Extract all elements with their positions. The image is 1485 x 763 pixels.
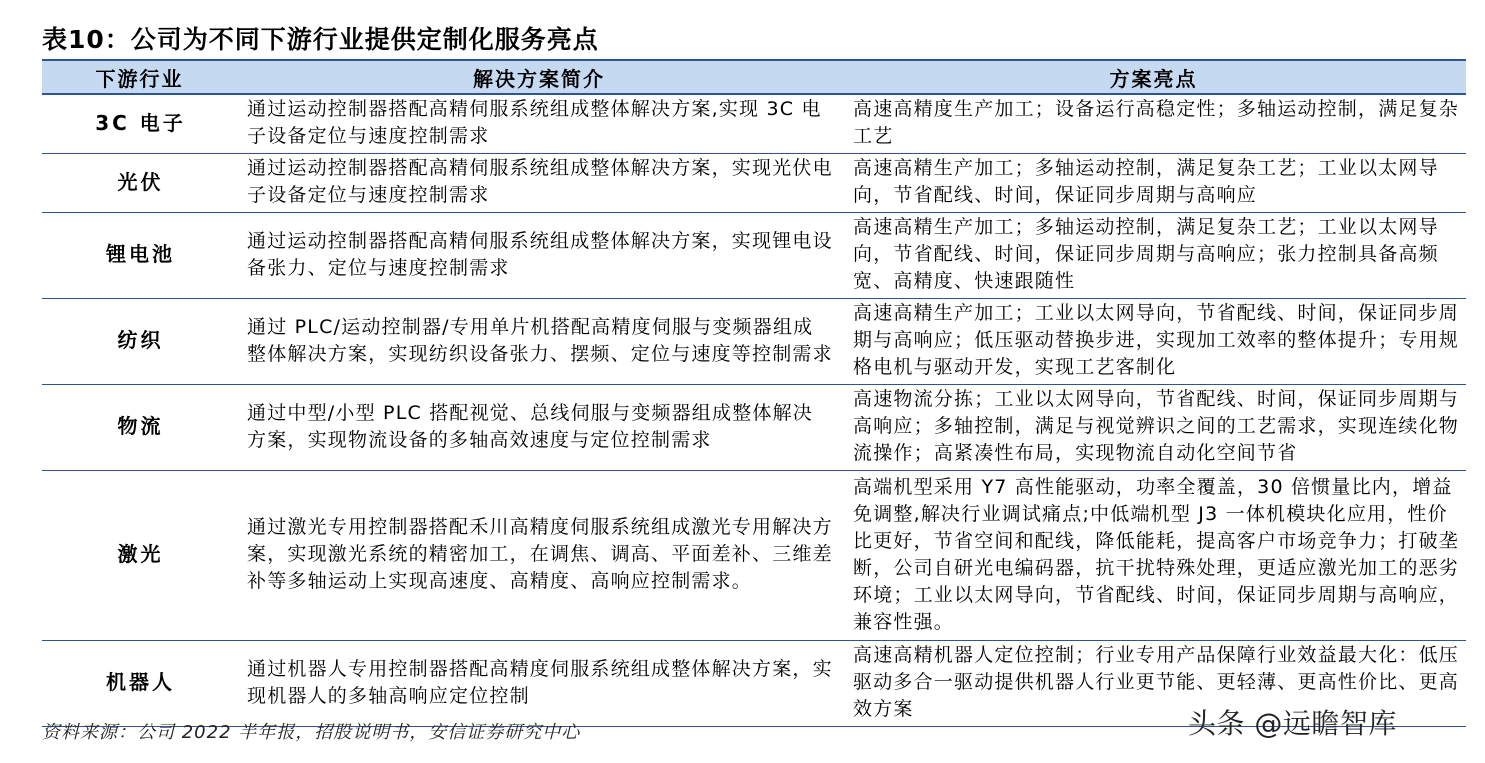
cell-highlights: 高速高精机器人定位控制；行业专用产品保障行业效益最大化：低压驱动多合一驱动提供机器人行业更节能、更轻薄、更高性价比、更高效方案 — [841, 641, 1466, 727]
cell-highlights: 高速物流分拣；工业以太网导向，节省配线、时间，保证同步周期与高响应；多轴控制，满足与视觉辨识之间的工艺需求，实现连续化物流操作；高紧凑性布局，实现物流自动化空间节省 — [841, 385, 1466, 471]
table-title: 表10：公司为不同下游行业提供定制化服务亮点 — [42, 25, 599, 54]
cell-industry: 光伏 — [42, 154, 237, 213]
table-row — [42, 299, 1466, 385]
header-solution: 解决方案简介 — [237, 60, 841, 94]
cell-highlights: 高速高精生产加工；多轴运动控制，满足复杂工艺；工业以太网导向，节省配线、时间，保证同步周期与高响应；张力控制具备高频宽、高精度、快速跟随性 — [841, 213, 1466, 299]
service-highlights-table — [42, 59, 1466, 727]
table-row — [42, 471, 1466, 641]
cell-solution: 通过 PLC/运动控制器/专用单片机搭配高精度伺服与变频器组成整体解决方案，实现纺织设备张力、摆频、定位与速度等控制需求 — [237, 299, 841, 385]
table-header — [42, 60, 1466, 94]
cell-industry: 锂电池 — [42, 213, 237, 299]
cell-industry: 3C 电子 — [42, 94, 237, 154]
cell-industry: 纺织 — [42, 299, 237, 385]
cell-industry: 机器人 — [42, 641, 237, 727]
cell-highlights: 高速高精生产加工；工业以太网导向，节省配线、时间，保证同步周期与高响应；低压驱动替换步进，实现加工效率的整体提升；专用规格电机与驱动开发，实现工艺客制化 — [841, 299, 1466, 385]
cell-solution: 通过运动控制器搭配高精伺服系统组成整体解决方案,实现 3C 电子设备定位与速度控制需求 — [237, 94, 841, 154]
cell-industry: 激光 — [42, 471, 237, 641]
header-industry: 下游行业 — [42, 60, 237, 94]
cell-highlights: 高速高精生产加工；多轴运动控制，满足复杂工艺；工业以太网导向，节省配线、时间，保证同步周期与高响应 — [841, 154, 1466, 213]
table-row — [42, 213, 1466, 299]
cell-solution: 通过运动控制器搭配高精伺服系统组成整体解决方案，实现光伏电子设备定位与速度控制需求 — [237, 154, 841, 213]
table-row — [42, 154, 1466, 213]
cell-solution: 通过激光专用控制器搭配禾川高精度伺服系统组成激光专用解决方案，实现激光系统的精密加工，在调焦、调高、平面差补、三维差补等多轴运动上实现高速度、高精度、高响应控制需求。 — [237, 471, 841, 641]
cell-highlights: 高速高精度生产加工；设备运行高稳定性；多轴运动控制，满足复杂工艺 — [841, 94, 1466, 154]
cell-highlights: 高端机型采用 Y7 高性能驱动，功率全覆盖，30 倍惯量比内，增益免调整,解决行业调试痛点;中低端机型 J3 一体机模块化应用，性价比更好，节省空间和配线，降低能耗，提高客户市场竞争力；打破垄断，公司自研光电编码器，抗干扰特殊处理，更适应激光加工的恶劣环境；工业以太网导向，节省配线、时间，保证同步周期与高响应，兼容性强。 — [841, 471, 1466, 641]
cell-solution: 通过机器人专用控制器搭配高精度伺服系统组成整体解决方案，实现机器人的多轴高响应定位控制 — [237, 641, 841, 727]
watermark: 头条 @远瞻智库 — [1188, 707, 1397, 740]
table-row — [42, 94, 1466, 154]
cell-solution: 通过运动控制器搭配高精伺服系统组成整体解决方案，实现锂电设备张力、定位与速度控制需求 — [237, 213, 841, 299]
table-row — [42, 385, 1466, 471]
source-note: 资料来源：公司 2022 半年报，招股说明书，安信证券研究中心 — [42, 722, 581, 743]
header-row — [42, 60, 1466, 94]
cell-solution: 通过中型/小型 PLC 搭配视觉、总线伺服与变频器组成整体解决方案，实现物流设备的多轴高效速度与定位控制需求 — [237, 385, 841, 471]
cell-industry: 物流 — [42, 385, 237, 471]
header-highlights: 方案亮点 — [841, 60, 1466, 94]
table-body — [42, 94, 1466, 727]
